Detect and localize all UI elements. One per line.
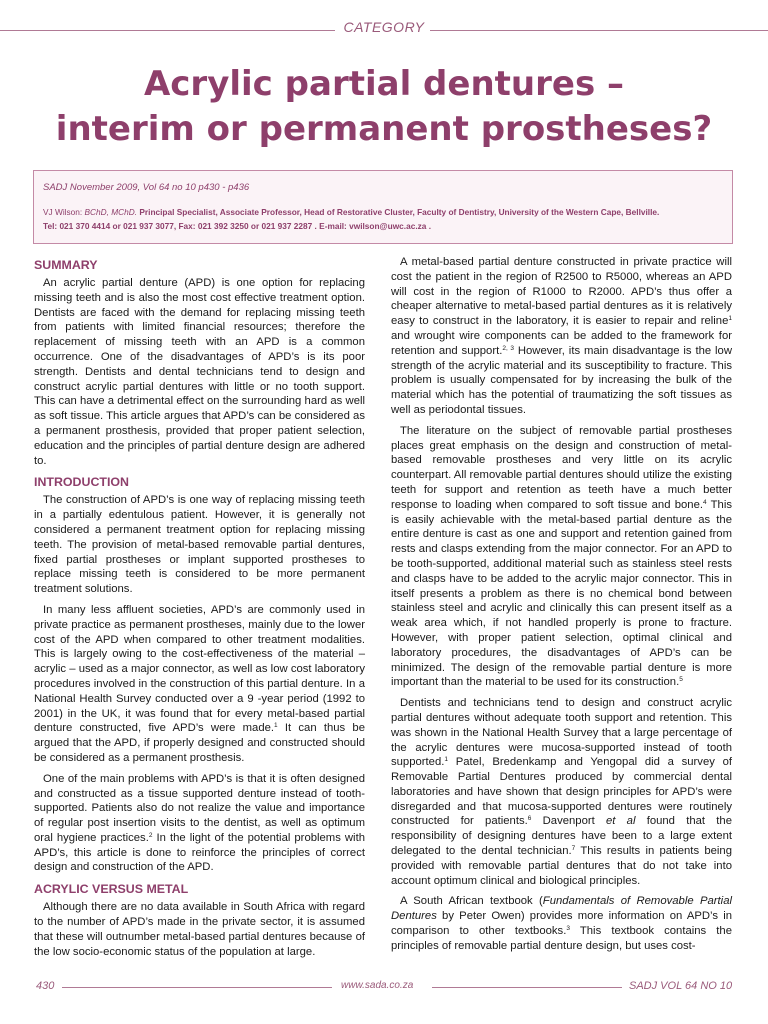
category-label: CATEGORY	[343, 19, 425, 35]
citation-ref: 1	[274, 722, 278, 730]
citation-ref: 1	[444, 756, 449, 764]
article-info-box	[33, 170, 733, 244]
page-number: 430	[36, 980, 55, 992]
left-column	[34, 255, 365, 965]
author-name: VJ Wilson:	[43, 207, 83, 217]
citation-ref: 2	[148, 831, 153, 839]
title-line-2: interim or permanent prostheses?	[55, 109, 713, 149]
summary-paragraph: An acrylic partial denture (APD) is one option for replacing missing teeth and is also the most cost effective treatment option. Dentists are faced with the demand for replacing missing teeth from patients with limited financial resources; therefore the replacement of missing teeth with an APD is a common occurrence. One of the disadvantages of APD’s is its poor strength. Dentists and dental technicians tend to design and construct acrylic partial dentures with little or no tooth support. This can have a detrimental effect on the surrounding hard as well as soft tissue. This article argues that APD’s can be considered as a permanent prosthesis, provided that proper patient selection, education and the principles of partial denture design are adhered to.	[34, 277, 365, 467]
summary-heading: SUMMARY	[34, 258, 98, 272]
journal-reference: SADJ November 2009, Vol 64 no 10 p430 - p436	[43, 182, 250, 193]
text-run: Patel, Bredenkamp and Yengopal did a survey of Removable Partial Dentures produced by commercial dental laboratories and have shown that design principles for APD’s were disregarded and that mucosa-supported dentures were routinely constructed for patients.	[391, 756, 732, 828]
intro-paragraph-3	[34, 772, 365, 876]
citation-ref: 5	[679, 676, 683, 684]
right-column	[391, 255, 732, 960]
journal-issue: SADJ VOL 64 NO 10	[629, 980, 733, 992]
text-run: It can thus be argued that the APD, if properly designed and constructed should be considered as a permanent prosthesis.	[34, 722, 365, 764]
author-details: Principal Specialist, Associate Professor, Head of Restorative Cluster, Faculty of Dentistry, University of the Western Cape, Bellville.	[139, 207, 660, 217]
footer-rule-right	[432, 987, 622, 988]
citation-ref: 1	[728, 315, 732, 323]
citation-ref: 4	[703, 498, 707, 506]
text-run: In the light of the potential problems with APD’s, this article is done to reinforce the principles of correct design and construction of the APD.	[34, 831, 365, 874]
citation-ref: 2, 3	[502, 344, 514, 352]
title-line-1: Acrylic partial dentures –	[143, 64, 625, 104]
text-run: This is easily achievable with the metal-based partial denture as the entire denture is cast as one and support and retention gained from rests and clasps extending from the major connector. For an APD to be tooth-supported, additional material such as stainless steel rests and clasps have to be added to the acrylic major connector. This in itself presents a problem as there is no chemical bond between stainless steel and acrylic and clinically this can present itself as a weak area which, if not handled properly is prone to fracture. However, with proper patient selection, optimal clinical and laboratory procedures, the disadvantages of APD’s can be minimized. The design of the removable partial denture is more important than the material to be used for its construction.	[391, 498, 733, 689]
right-paragraph-2	[391, 424, 732, 690]
book-title: Fundamentals of Removable Partial Dentures	[391, 895, 732, 923]
contact-details: Tel: 021 370 4414 or 021 937 3077, Fax: 021 392 3250 or 021 937 2287 . E-mail: vwilson@uwc.ac.za .	[43, 221, 431, 231]
website-link[interactable]: www.sada.co.za	[341, 980, 414, 991]
citation-ref: 7	[571, 845, 576, 853]
text-run: by Peter Owen) provides more information on APD’s in comparison to other textbooks.	[391, 910, 732, 938]
citation-ref: 6	[527, 815, 532, 823]
text-run: However, its main disadvantage is the low strength of the acrylic material and its susceptibility to fracture. This problem is usually compensated for by increasing the bulk of the material which has the potential of traumatizing the soft tissues as well as periodontal tissues.	[391, 344, 732, 416]
text-run: This textbook contains the principles of removable partial denture design, but uses cost-	[391, 925, 732, 952]
text-run: found that the responsibility of designing dentures have been to a large extent delegated to the dental technician.	[391, 815, 732, 858]
text-run: A metal-based partial denture constructed in private practice will cost the patient in the region of R2500 to R5000, whereas an APD will cost in the region of R1000 to R2000. APD’s thus offer a cheaper alternative to metal-based partial dentures as it is relatively easy to construct in the laboratory, it is easier to repair and reline	[391, 256, 732, 328]
text-run: A South African textbook (	[400, 895, 543, 908]
metal-paragraph-1: Although there are no data available in South Africa with regard to the number of APD’s made in the private sector, it is assumed that these will outnumber metal-based partial dentures because of the low socio-economic status of the population at large.	[34, 901, 365, 958]
text-run-italic: et al	[606, 815, 636, 828]
intro-paragraph-1: The construction of APD’s is one way of replacing missing teeth in a partially edentulous patient. However, it is generally not considered a permanent treatment option for replacing missing teeth. The provision of metal-based removable partial dentures, fixed partial prostheses or implant supported prostheses to replace missing teeth is considered to be more permanent treatment solutions.	[34, 494, 365, 596]
intro-paragraph-2	[34, 603, 365, 766]
text-run: Davenport	[531, 815, 606, 828]
citation-ref: 3	[566, 925, 570, 933]
right-paragraph-1	[391, 255, 732, 418]
text-run: In many less affluent societies, APD’s are commonly used in private practice as permanent prostheses, mainly due to the lower cost of the APD when compared to other treatment modalities. This is largely owing to the cost-effectiveness of the material – acrylic – used as a major connector, as well as low cost laboratory procedures involved in the construction of this partial denture. In a National Health Survey conducted over a 9 -year period (1992 to 2001) in the UK, it was found that for every metal-based partial denture constructed, five APD’s were made.	[34, 603, 365, 735]
right-paragraph-3	[391, 696, 732, 888]
text-run: The literature on the subject of removable partial prostheses places great emphasis on the design and construction of metal-based removable prostheses and very little on its acrylic counterpart. All removable partial dentures should utilize the existing teeth for support and retention as teeth have a much better response to loading when compared to soft tissue and bone.	[391, 424, 732, 511]
article-title	[20, 62, 748, 152]
author-degrees: BChD, MChD.	[84, 207, 138, 217]
right-paragraph-4	[391, 894, 732, 953]
acrylic-vs-metal-heading: ACRYLIC VERSUS METAL	[34, 882, 189, 897]
footer-rule-left	[62, 987, 332, 988]
text-run: Dentists and technicians tend to design and construct acrylic partial dentures without adequate tooth support and retention. This was shown in the National Health Survey that a large percentage of the acrylic dentures were mucosa-supported instead of tooth supported.	[391, 697, 732, 769]
text-run: This results in patients being provided with removable partial dentures that do not take into account optimum clinical and biological principles.	[391, 845, 732, 887]
introduction-heading: INTRODUCTION	[34, 475, 129, 490]
author-line	[43, 205, 722, 219]
text-run: One of the main problems with APD’s is that it is often designed and constructed as a tissue supported denture instead of tooth-supported. Patients also do not realize the value and importance of regular post insertion visits to the dentist, as well as optimum oral hygiene practices.	[34, 772, 365, 844]
contact-line	[43, 219, 722, 233]
text-run: and wrought wire components can be added to the framework for retention and support.	[391, 329, 732, 357]
header-rule-right	[430, 30, 768, 31]
